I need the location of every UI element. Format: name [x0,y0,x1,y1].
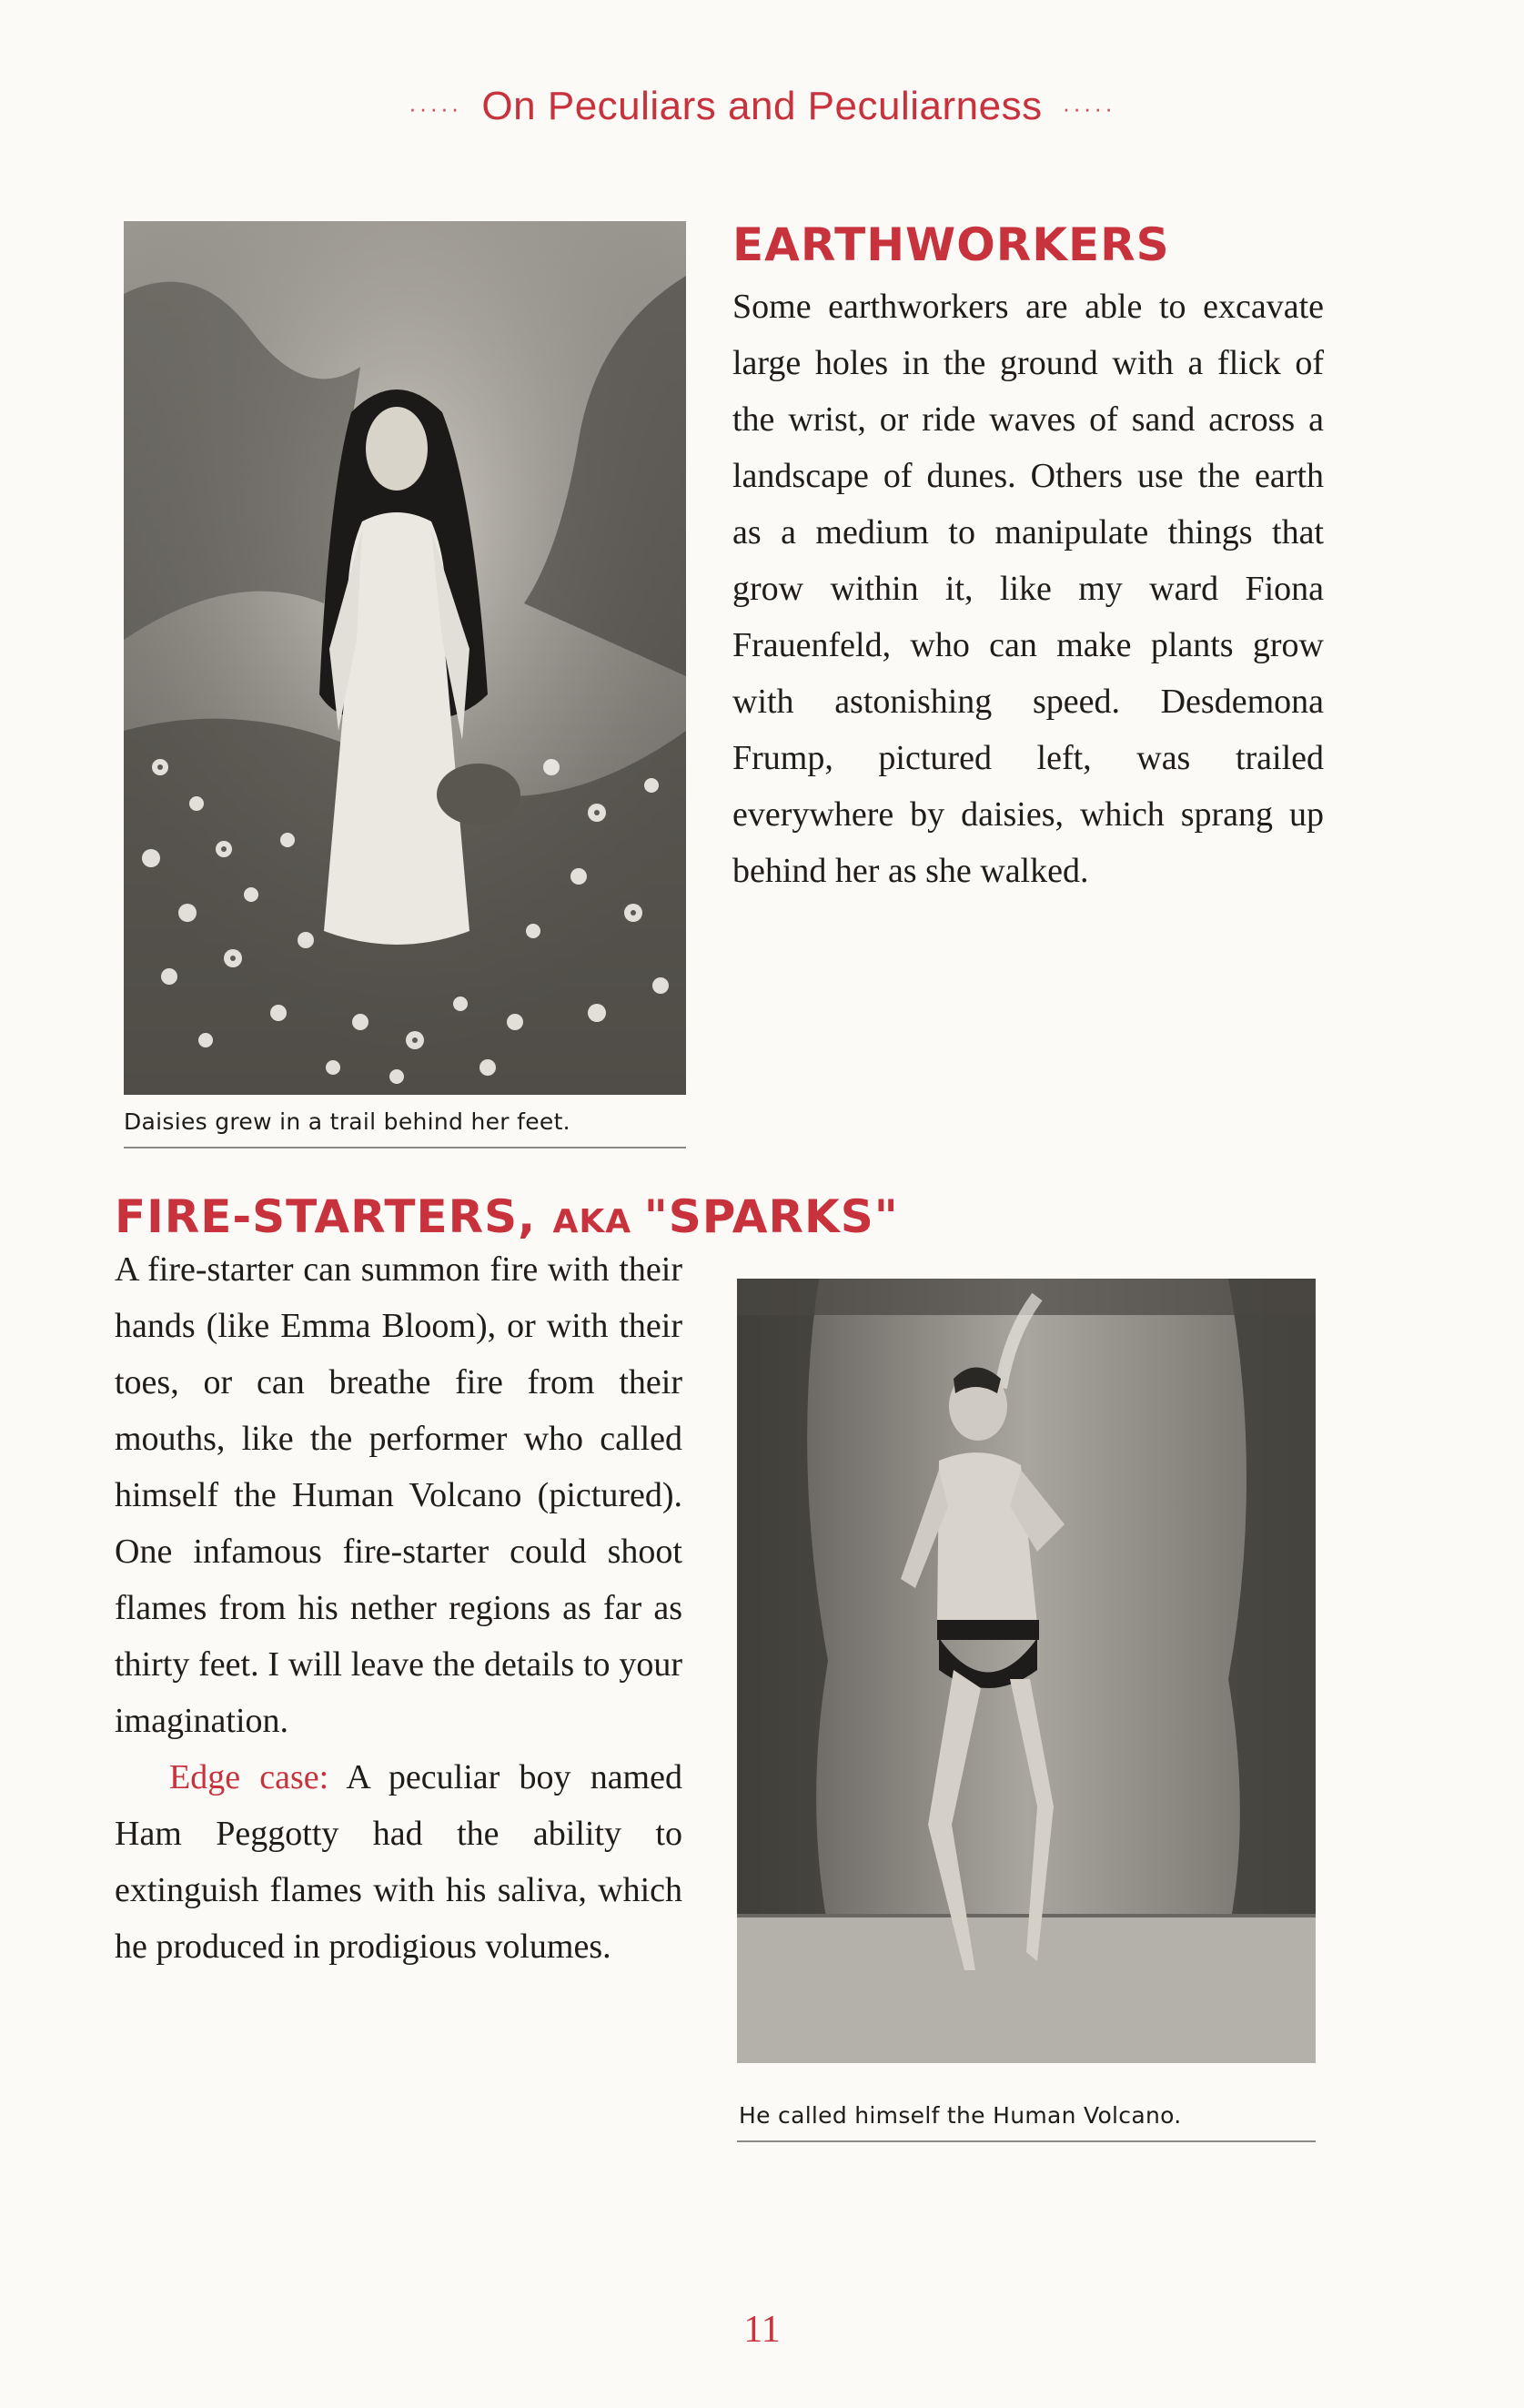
firestarters-body [115,1241,682,1975]
human-volcano-illustration [737,1279,1316,2063]
earthworkers-paragraph: Some earthworkers are able to excavate large holes in the ground with a flick of the wrist, or ride waves of sand across a landscape of dunes. Others use the earth as a medium to manipulate things that grow within it, like my ward Fiona Frauenfeld, who can make plants grow with astonishing speed. Desdemona Frump, pictured left, was trailed everywhere by daisies, which sprang up behind her as she walked. [732,288,1324,890]
firestarter-caption: He called himself the Human Volcano. [739,2102,1182,2129]
firestarter-photo [737,1279,1316,2063]
header-ornament-left: ····· [409,94,462,122]
firestarters-heading-aka: AKA [552,1203,644,1240]
daisy-girl-illustration [124,221,686,1095]
firestarters-heading-main: FIRE-STARTERS, [115,1190,553,1243]
earthworker-photo [124,221,686,1095]
header-ornament-right: ····· [1062,94,1115,122]
earthworker-caption-rule [124,1147,686,1148]
edge-case-label: Edge case: [169,1758,329,1796]
firestarter-caption-rule [737,2140,1316,2142]
earthworkers-body [732,278,1324,899]
page-number: 11 [743,2309,781,2351]
earthworkers-heading: EARTHWORKERS [732,218,1170,271]
firestarters-heading-nickname: "SPARKS" [643,1190,899,1243]
firestarters-heading [115,1190,899,1243]
earthworker-caption: Daisies grew in a trail behind her feet. [124,1108,570,1135]
edge-case-paragraph [115,1749,682,1975]
running-header-title: On Peculiars and Peculiarness [481,84,1043,128]
firestarters-paragraph: A fire-starter can summon fire with their hands (like Emma Bloom), or with their toes, or can breathe fire from their mouths, like the performer who called himself the Human Volcano (pictured). One infamous fire-starter could shoot flames from his nether regions as far as thirty feet. I will leave the details to your imagination. [115,1250,682,1740]
running-header [0,84,1524,129]
edge-case-text: A peculiar boy named Ham Peggotty had the ability to extinguish flames with his saliva, which he produced in prodigious volumes. [115,1758,682,1966]
